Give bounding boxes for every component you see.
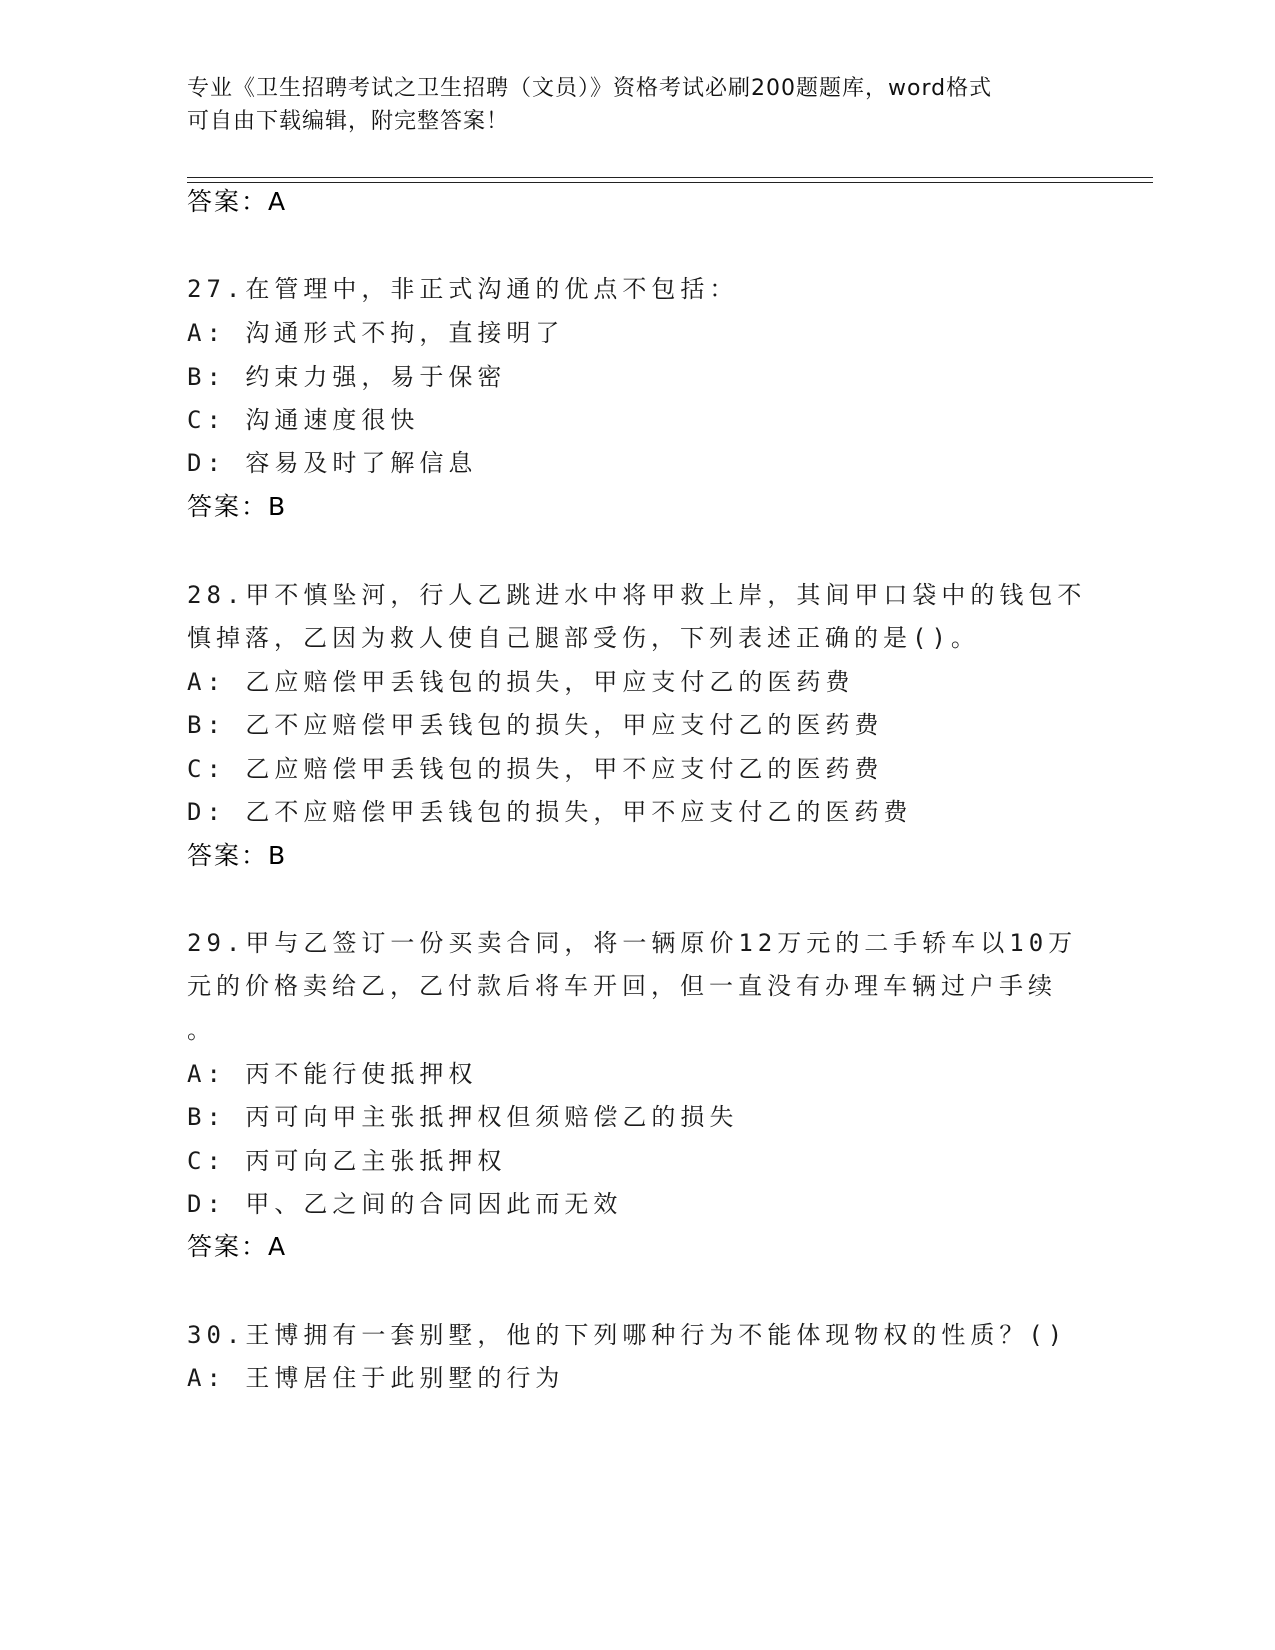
question-28-option-a: A: 乙应赔偿甲丢钱包的损失，甲应支付乙的医药费 bbox=[187, 668, 855, 696]
header-divider-bottom bbox=[187, 182, 1153, 183]
header-title-line1: 专业《卫生招聘考试之卫生招聘（文员）》资格考试必刷200题题库，word格式 bbox=[187, 76, 993, 101]
question-29-option-d: D: 甲、乙之间的合同因此而无效 bbox=[187, 1190, 623, 1218]
question-27-option-c: C: 沟通速度很快 bbox=[187, 406, 420, 434]
question-28-answer: 答案：B bbox=[187, 841, 288, 870]
header-title-line2: 可自由下载编辑，附完整答案！ bbox=[187, 109, 510, 134]
question-27-option-a: A: 沟通形式不拘，直接明了 bbox=[187, 319, 565, 347]
document-header bbox=[187, 72, 1067, 138]
question-29-stem-line3: 。 bbox=[187, 1016, 216, 1044]
question-27-stem: 27.在管理中，非正式沟通的优点不包括： bbox=[187, 275, 739, 303]
previous-answer: 答案：A bbox=[187, 187, 288, 216]
question-29-answer: 答案：A bbox=[187, 1232, 288, 1261]
question-29-option-a: A: 丙不能行使抵押权 bbox=[187, 1060, 478, 1088]
header-divider-top bbox=[187, 177, 1153, 178]
question-29-option-c: C: 丙可向乙主张抵押权 bbox=[187, 1147, 507, 1175]
question-28-stem-line1: 28.甲不慎坠河，行人乙跳进水中将甲救上岸，其间甲口袋中的钱包不 bbox=[187, 581, 1087, 609]
question-29-stem-line2: 元的价格卖给乙，乙付款后将车开回，但一直没有办理车辆过户手续 bbox=[187, 972, 1057, 1000]
question-30-stem: 30.王博拥有一套别墅，他的下列哪种行为不能体现物权的性质？() bbox=[187, 1321, 1068, 1349]
question-28-option-c: C: 乙应赔偿甲丢钱包的损失，甲不应支付乙的医药费 bbox=[187, 755, 884, 783]
question-28-stem-line2: 慎掉落，乙因为救人使自己腿部受伤，下列表述正确的是()。 bbox=[187, 624, 980, 652]
question-29-stem-line1: 29.甲与乙签订一份买卖合同，将一辆原价12万元的二手轿车以10万 bbox=[187, 929, 1078, 957]
question-28-option-b: B: 乙不应赔偿甲丢钱包的损失，甲应支付乙的医药费 bbox=[187, 711, 884, 739]
question-30-option-a: A: 王博居住于此别墅的行为 bbox=[187, 1364, 565, 1392]
question-27-option-b: B: 约束力强，易于保密 bbox=[187, 363, 507, 391]
question-27-option-d: D: 容易及时了解信息 bbox=[187, 449, 478, 477]
question-29-option-b: B: 丙可向甲主张抵押权但须赔偿乙的损失 bbox=[187, 1103, 739, 1131]
question-28-option-d: D: 乙不应赔偿甲丢钱包的损失，甲不应支付乙的医药费 bbox=[187, 798, 913, 826]
question-27-answer: 答案：B bbox=[187, 492, 288, 521]
